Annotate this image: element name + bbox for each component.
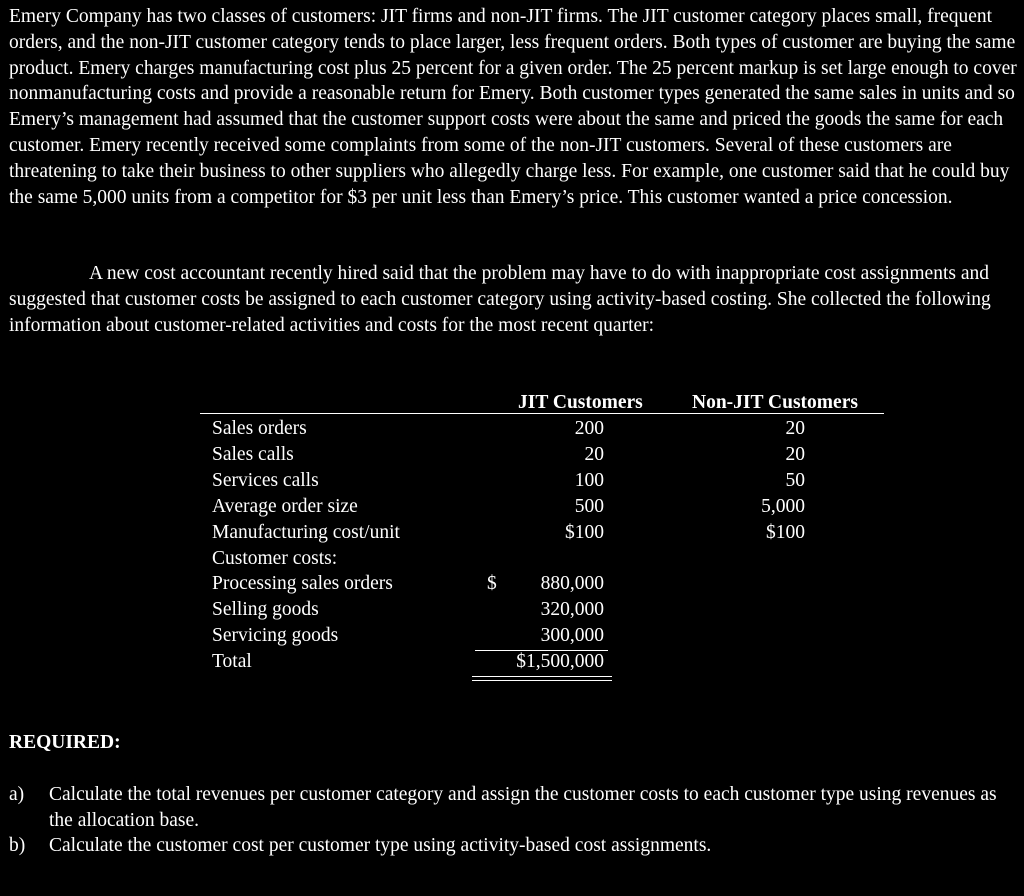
header-jit-customers: JIT Customers <box>518 392 643 413</box>
table-row <box>0 546 1024 572</box>
row-label: Manufacturing cost/unit <box>212 522 400 543</box>
jit-value: 100 <box>574 470 604 491</box>
table-row <box>0 442 1024 468</box>
row-label: Average order size <box>212 496 358 517</box>
item-marker: a) <box>9 784 25 805</box>
jit-value: $1,500,000 <box>516 651 604 672</box>
table-row <box>0 468 1024 494</box>
non-jit-value: 20 <box>785 444 805 465</box>
row-label: Servicing goods <box>212 625 339 646</box>
table-top-rule <box>200 413 884 414</box>
row-label: Sales calls <box>212 444 294 465</box>
non-jit-value: 50 <box>785 470 805 491</box>
item-text: Calculate the customer cost per customer type using activity-based cost assignments. <box>49 835 712 856</box>
jit-value: 20 <box>584 444 604 465</box>
row-label: Processing sales orders <box>212 573 393 594</box>
table-row <box>0 597 1024 623</box>
table-row <box>0 623 1024 649</box>
required-heading: REQUIRED: <box>9 732 121 753</box>
intro-paragraph: Emery Company has two classes of customers: JIT firms and non-JIT firms. The JIT customer category places small, frequent orders, and the non-JIT customer category tends to place larger, less frequent orders. Both types of customer are buying the same product. Emery charges manufacturing cost plus 25 percent for a given order. The 25 percent markup is set large enough to cover nonmanufacturing costs and provide a reasonable return for Emery. Both customer types generated the same sales in units and so Emery’s management had assumed that the customer support costs were about the same and priced the goods the same for each customer. Emery recently received some complaints from some of the non-JIT customers. Several of these customers are threatening to take their business to other suppliers who allegedly charge less. For example, one customer said that he could buy the same 5,000 units from a competitor for $3 per unit less than Emery’s price. This customer wanted a price concession. <box>9 6 1017 208</box>
non-jit-value: $100 <box>766 522 805 543</box>
item-marker: b) <box>9 835 26 856</box>
table-row <box>0 494 1024 520</box>
jit-value: 500 <box>574 496 604 517</box>
jit-value: 880,000 <box>540 573 604 594</box>
row-label: Sales orders <box>212 418 307 439</box>
table-row <box>0 649 1024 675</box>
jit-value: $100 <box>565 522 604 543</box>
dollar-sign: $ <box>487 573 497 594</box>
row-label: Selling goods <box>212 599 319 620</box>
second-paragraph-text: A new cost accountant recently hired said that the problem may have to do with inappropriate cost assignments and suggested that customer costs be assigned to each customer category using activity-based costing. She collected the following information about customer-related activities and costs for the most recent quarter: <box>9 263 991 336</box>
jit-value: 300,000 <box>540 625 604 646</box>
non-jit-value: 5,000 <box>761 496 805 517</box>
total-double-rule-bottom <box>472 680 612 681</box>
table-row <box>0 416 1024 442</box>
header-non-jit-customers: Non-JIT Customers <box>692 392 858 413</box>
non-jit-value: 20 <box>785 418 805 439</box>
row-label: Customer costs: <box>212 548 338 569</box>
jit-value: 320,000 <box>540 599 604 620</box>
item-text: Calculate the total revenues per customer category and assign the customer costs to each customer type using revenues as the allocation base. <box>49 784 997 831</box>
jit-value: 200 <box>574 418 604 439</box>
table-row <box>0 571 1024 597</box>
table-row <box>0 520 1024 546</box>
total-double-rule-top <box>472 676 612 677</box>
second-paragraph <box>9 261 1019 338</box>
row-label: Total <box>212 651 252 672</box>
row-label: Services calls <box>212 470 319 491</box>
